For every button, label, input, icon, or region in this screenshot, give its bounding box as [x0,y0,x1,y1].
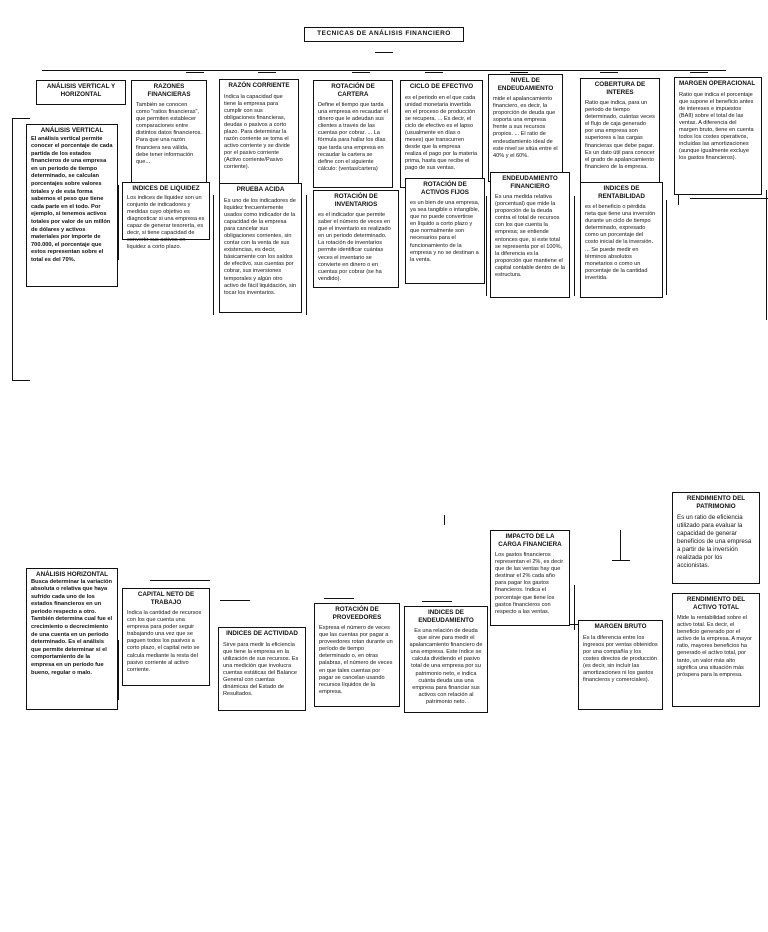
impacto-carga-financiera-box [490,530,570,626]
box-title: CAPITAL NETO DE TRABAJO [137,591,195,606]
box-body: Indica la cantidad de recursos con los que cuenta una empresa para poder seguir trabajando una vez que se paguen todos los pasivos a corto plazo, el capital neto se calcula mediante la resta del pasivo corriente al activo corriente. [127,610,203,673]
rotacion-proveedores-box [314,603,400,707]
connector-line [306,195,307,315]
connector-line [574,585,575,630]
rotacion-cartera-box [313,80,393,188]
connector-line [12,118,30,119]
indices-rentabilidad-box [580,182,663,298]
connector-line [766,190,767,320]
connector-line [425,72,443,73]
connector-line [42,70,726,71]
box-title: INDICES DE ACTIVIDAD [226,630,298,637]
rendimiento-patrimonio-box [672,492,760,584]
box-title: RAZONES FINANCIERAS [147,83,191,98]
connector-line [213,195,214,315]
box-title: ROTACIÓN DE CARTERA [331,83,375,98]
box-body: Expresa el número de veces que las cuentas por pagar a proveedores rotan durante un período de tiempo determinado o, en otras palabras, el número de veces en que tales cuentas por pagar se cancelan usando recursos líquidos de la empresa. [319,625,395,695]
box-title: ANÁLISIS HORIZONTAL [36,571,108,578]
connector-line [612,560,630,561]
box-body: Busca determinar la variación absoluta o relativa que haya sufrido cada uno de los estados financieros en un periodo respecto a otro. También determina cual fue el crecimiento o decrecimiento de una cuenta en un periodo determinado. Es el análisis que permite determinar si el comportamiento de la empresa en un periodo fue bueno, regular o malo. [31,578,114,676]
connector-line [444,515,445,525]
box-body: Es un ratio de eficiencia utilizado para evaluar la capacidad de generar beneficios de una empresa a partir de la inversión realizada por los accionistas. [677,514,754,569]
indices-liquidez-box [122,182,210,251]
nivel-endeudamiento-box [488,74,563,182]
box-body: Indica la capacidad que tiene la empresa para cumplir con sus obligaciones financieras, deudas o pasivos a corto plazo. Para determinar la razón corriente se toma el activo corriente y se divide por el pasivo corriente (Activo corriente/Pasivo corriente). [224,93,292,171]
connector-line [422,601,452,602]
rotacion-activos-fijos-box [405,178,485,284]
box-title: MARGEN OPERACIONAL [679,80,756,87]
analisis-vertical-box [26,124,118,287]
box-title: ENDEUDAMIENTO FINANCIERO [502,175,558,190]
connector-line [118,640,119,700]
diagram-title: TECNICAS DE ANÁLISIS FINANCIERO [304,27,464,42]
box-title: RENDIMIENTO DEL PATRIMONIO [686,495,746,510]
connector-line [620,530,621,560]
box-body: Ratio que indica el porcentaje que supone el beneficio antes de intereses e impuestos (BAII) sobre el total de las ventas. A diferencia del margen bruto, tiene en cuenta todos los costes operativos, incluidas las amortizaciones (aunque igualmente excluye los gastos financieros). [679,91,756,162]
box-title: ROTACIÓN DE INVENTARIOS [334,193,378,208]
connector-line [150,580,210,581]
connector-line [690,72,708,73]
connector-line [220,600,250,601]
box-title: INDICES DE ENDEUDAMIENTO [418,609,474,624]
box-title: ANÁLISIS VERTICAL Y HORIZONTAL [46,83,116,98]
box-body: Sirve para medir la eficiencia que tiene la empresa en la utilización de sus recursos. Es una medición que involucra cuentas estáticas del Balance General con cuentas dinámicas del Estado de Resultados. [223,641,300,698]
box-title: ANÁLISIS VERTICAL [40,127,104,134]
box-title: ROTACIÓN DE ACTIVOS FIJOS [421,181,469,196]
box-body: El análisis vertical permite conocer el porcentaje de cada partida de los estados financieros de una empresa en un periodo de tiempo determinado, se calculan porcentajes sobre valores totales y de esta forma sabemos el peso que tiene cada parte en el todo. Por ejemplo, si tenemos activos totales por valor de un millón de dólares y activos materiales por importe de 700.000, el porcentaje que estos representan sobre el total es del 70%. [31,135,115,263]
box-body: mide el apalancamiento financiero, es decir, la proporción de deuda que soporta una empresa frente a sus recursos propios. ... El ratio de endeudamiento ideal de este nivel se sitúa entre el 40% y el 60%. [493,96,560,159]
margen-operacional-box [674,77,762,195]
box-body: Es una relación de deuda que sirve para medir el apalancamiento financiero de una empresa. Este índice se calcula dividiendo el pasivo total de una empresa por su patrimonio neto, e indica cuánta deuda usa una empresa para financiar sus activos con relación al patrimonio neto. [409,628,485,705]
box-title: INDICES DE RENTABILIDAD [598,185,645,200]
box-body: Los indices de liquidez son un conjunto de indicadores y medidas cuyo objetivo es diagnosticar si una empresa es capaz de generar tesorería, es decir, si tiene capacidad de convertir sus activos en liquidez a corto plazo. [127,194,206,251]
indices-endeudamiento-box [404,606,488,713]
box-body: Los gastos financieros representan el 2%, es decir que de las ventas hay que destinar el 2% cada año para pagar los gastos financieros. Indica el porcentaje que tiene los gastos financieros con respecto a las ventas. [495,552,565,615]
box-body: Ratio que indica, para un periodo de tiempo determinado, cuántas veces el flujo de caja generado por una empresa son superiores a las cargas financieras que debe pagar. Es un dato útil para conocer el grado de apalancamiento financiero de la empresa. [585,100,657,170]
connector-line [118,185,119,260]
box-title: PRUEBA ACIDA [236,186,285,193]
connector-line [375,52,393,53]
analisis-vertical-horizontal-box [36,80,126,105]
endeudamiento-financiero-box [490,172,570,298]
capital-neto-trabajo-box [122,588,210,686]
connector-line [12,380,30,381]
connector-line [324,598,354,599]
connector-line [486,196,487,296]
box-body: También se conocen como "ratios financieras", que permiten establecer comparaciones entre distintos datos financieros. Para que una razón financiera sea válida, debe tener información que... [136,102,204,165]
prueba-acida-box [219,183,302,313]
box-body: Define el tiempo que tarda una empresa en recaudar el dinero que le adeudan sus clientes a través de las cuentas por cobrar. ... La fórmula para hallar los días que tarda una empresa en recaudar la cartera se define con el siguiente cálculo: (ventas/cartera) [318,102,390,172]
box-body: es el indicador que permite saber el número de veces en que el inventario es realizado en un periodo determinado. La rotación de inventarios permite identificar cuántas veces el inventario se convierte en dinero o en cuentas por cobrar (se ha vendido). [318,212,393,282]
box-body: es un bien de una empresa, ya sea tangible o intangible, que no puede convertirse en líquido a corto plazo y que normalmente son necesarios para el funcionamiento de la empresa y no se destinan a la venta. [410,200,481,263]
indices-actividad-box [218,627,306,711]
box-body: es el periodo en el que cada unidad monetaria invertida en el proceso de producción se recupera. ... Es decir, el ciclo de efectivo es el lapso (usualmente en días o meses) que transcurren desde que la empresa realiza el pago por la materia prima, hasta que recibe el pago de sus ventas. [405,94,479,172]
connector-line [186,72,204,73]
ciclo-efectivo-box [400,80,483,188]
razones-financieras-box [131,80,207,188]
box-body: es el beneficio o pérdida neta que tiene una inversión durante un ciclo de tiempo determinado, expresado como un porcentaje del costo inicial de la inversión. ... Se puede medir en términos absolutos monetarios o como un porcentaje de la cantidad invertida. [585,204,657,281]
rendimiento-activo-total-box [672,593,760,707]
box-title: CICLO DE EFECTIVO [409,83,474,90]
margen-bruto-box [578,620,663,710]
box-title: ROTACIÓN DE PROVEEDORES [332,606,382,621]
connector-line [666,200,667,295]
box-title: RAZÓN CORRIENTE [228,82,290,89]
box-title: IMPACTO DE LA CARGA FINANCIERA [498,533,562,548]
box-title: COBERTURA DE INTERES [594,81,646,96]
connector-line [574,196,575,296]
connector-line [600,72,618,73]
connector-line [510,72,528,73]
connector-line [12,118,13,380]
box-body: Mide la rentabilidad sobre el activo total. Es decir, el beneficio generado por el activo de la empresa. A mayor ratio, mayores beneficios ha generado el activo total, por tanto, un valor más alto significa una situación más próspera para la empresa. [677,615,754,678]
rotacion-inventarios-box [313,190,399,288]
box-body: Es la diferencia entre los ingresos por ventas obtenidos por una compañía y los costes directos de producción (es decir, sin incluir las amortizaciones ni los gastos financieros y comerciales). [583,634,660,684]
box-title: NIVEL DE ENDEUDAMIENTO [497,77,554,92]
cobertura-intereses-box [580,78,660,190]
connector-line [690,198,768,199]
box-title: INDICES DE LIQUIDEZ [132,185,200,192]
connector-line [352,72,370,73]
box-body: Es uno de los indicadores de liquidez frecuentemente usados como indicador de la capacidad de la empresa para cancelar sus obligaciones corrientes, sin contar con la venta de sus existencias, es decir, básicamente con los saldos de efectivo, sus cuentas por cobrar, sus inversiones temporales y algún otro activo de fácil liquidación, sin tocar los inventarios. [224,197,298,296]
box-title: RENDIMIENTO DEL ACTIVO TOTAL [686,596,746,611]
analisis-horizontal-box [26,568,118,710]
box-body: Es una medida relativa (porcentual) que mide la proporción de la deuda contra el total de recursos con los que cuenta la empresa; se entiende entonces que, si este total se representa por el 100%, la diferencia es la proporción que mantiene el capital contable dentro de la estructura. [495,194,567,279]
connector-line [258,72,276,73]
razon-corriente-box [219,79,299,191]
box-title: MARGEN BRUTO [594,623,647,630]
